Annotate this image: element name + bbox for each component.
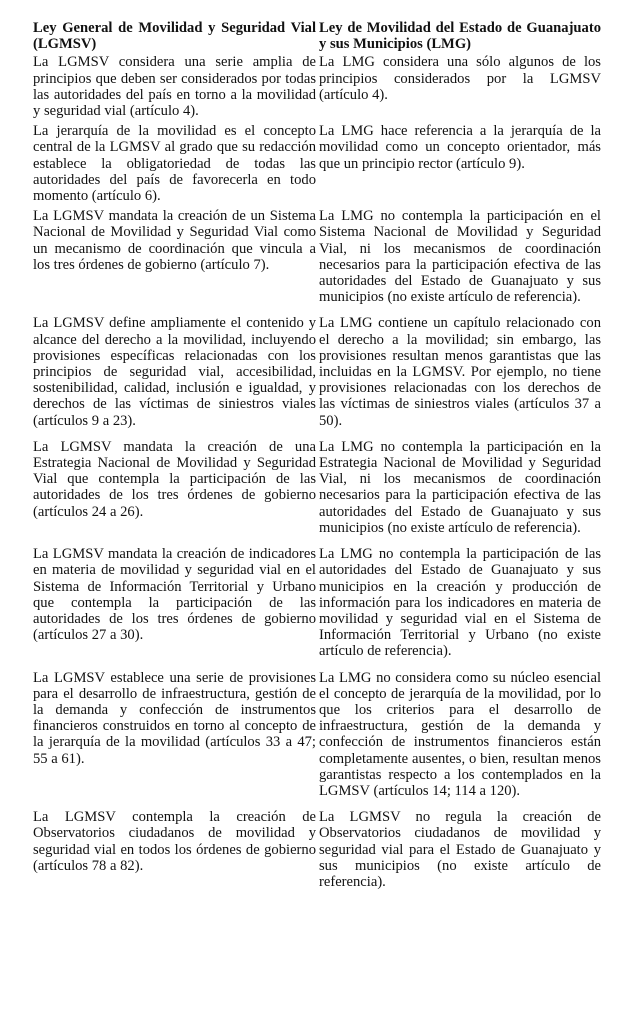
lmg-cell: La LMG hace referencia a la jerarquía de la movilidad como un concepto orientador, más que un principio rector (artículo 9). [319,123,601,172]
lmg-cell: La LMG no contempla la participación de las autoridades del Estado de Guanajuato y sus municipios en la creación y producción de información para los indicadores en materia de movilidad y seguridad vial en el Sistema de Información Territorial y Urbano (no existe artículo de referencia). [319,546,601,660]
lgmsv-cell: La jerarquía de la movilidad es el concepto central de la LGMSV al grado que su redacción establece la obligatoriedad de todas las autoridades del país de favorecerla en todo momento (artículo 6). [33,123,316,205]
lgmsv-cell: La LGMSV mandata la creación de un Sistema Nacional de Movilidad y Seguridad Vial como un mecanismo de coordinación que vincula a los tres órdenes de gobierno (artículo 7). [33,208,316,273]
lmg-cell: La LMG no contempla la participación en el Sistema Nacional de Movilidad y Seguridad Vial, ni los mecanismos de coordinación necesarios para la participación efectiva de las autoridades del Estado de Guanajuato y sus municipios (no existe artículo de referencia). [319,208,601,306]
lmg-cell: La LMG no contempla la participación en la Estrategia Nacional de Movilidad y Seguridad Vial, ni los mecanismos de coordinación necesarios para la participación efectiva de las autoridades del Estado de Guanajuato y sus municipios (no existe artículo de referencia). [319,438,601,536]
header-lmg: Ley de Movilidad del Estado de Guanajuato y sus Municipios (LMG) [319,20,601,53]
lmg-cell: La LMG contiene un capítulo relacionado con el derecho a la movilidad; sin embargo, las provisiones resultan menos garantistas que las incluidas en la LGMSV. Por ejemplo, no tiene provisiones relacionadas con los derechos de las víctimas de siniestros viales (artículos 37 a 50). [319,315,601,429]
table-row [33,809,601,894]
comparison-table [33,20,601,894]
lgmsv-cell: La LGMSV mandata la creación de una Estrategia Nacional de Movilidad y Seguridad Vial que contempla la participación de las autoridades de los tres órdenes de gobierno (artículos 24 a 26). [33,438,316,520]
lgmsv-cell: La LGMSV considera una serie amplia de principios que deben ser considerados por todas las autoridades del país en torno a la movilidad y seguridad vial (artículo 4). [33,54,316,120]
table-row [33,439,601,546]
table-row [33,123,601,208]
table-row [33,208,601,315]
header-lgmsv: Ley General de Movilidad y Seguridad Vial (LGMSV) [33,20,316,53]
lmg-cell: La LMG no considera como su núcleo esencial el concepto de jerarquía de la movilidad, por lo que los criterios para el desarrollo de infraestructura, gestión de la demanda y confección de instrumentos financieros están completamente ausentes, o bien, resultan menos garantistas respecto a los contemplados en la LGMSV (artículos 14; 114 a 120). [319,669,601,799]
lgmsv-cell: La LGMSV mandata la creación de indicadores en materia de movilidad y seguridad vial en el Sistema de Información Territorial y Urbano que contempla la participación de las autoridades de los tres órdenes de gobierno (artículos 27 a 30). [33,546,316,644]
lgmsv-cell: La LGMSV contempla la creación de Observatorios ciudadanos de movilidad y seguridad vial en todos los órdenes de gobierno (artículos 78 a 82). [33,809,316,874]
lgmsv-cell: La LGMSV establece una serie de provisiones para el desarrollo de infraestructura, gestión de la demanda y confección de instrumentos financieros construidos en torno al concepto de la jerarquía de la movilidad (artículos 33 a 47; 55 a 61). [33,669,316,767]
table-row [33,315,601,438]
table-row [33,546,601,669]
table-row [33,670,601,810]
table-header-row [33,20,601,54]
lmg-cell: La LMG considera una sólo algunos de los principios considerados por la LGMSV (artículo 4). [319,54,601,103]
lgmsv-cell: La LGMSV define ampliamente el contenido y alcance del derecho a la movilidad, incluyendo provisiones específicas relacionadas con los principios de seguridad vial, accesibilidad, sostenibilidad, calidad, inclusión e igualdad, y derechos de las víctimas de siniestros viales (artículos 9 a 23). [33,315,316,429]
table-row [33,54,601,123]
lmg-cell: La LGMSV no regula la creación de Observatorios ciudadanos de movilidad y seguridad vial para el Estado de Guanajuato y sus municipios (no existe artículo de referencia). [319,809,601,890]
comparison-document [33,20,601,894]
